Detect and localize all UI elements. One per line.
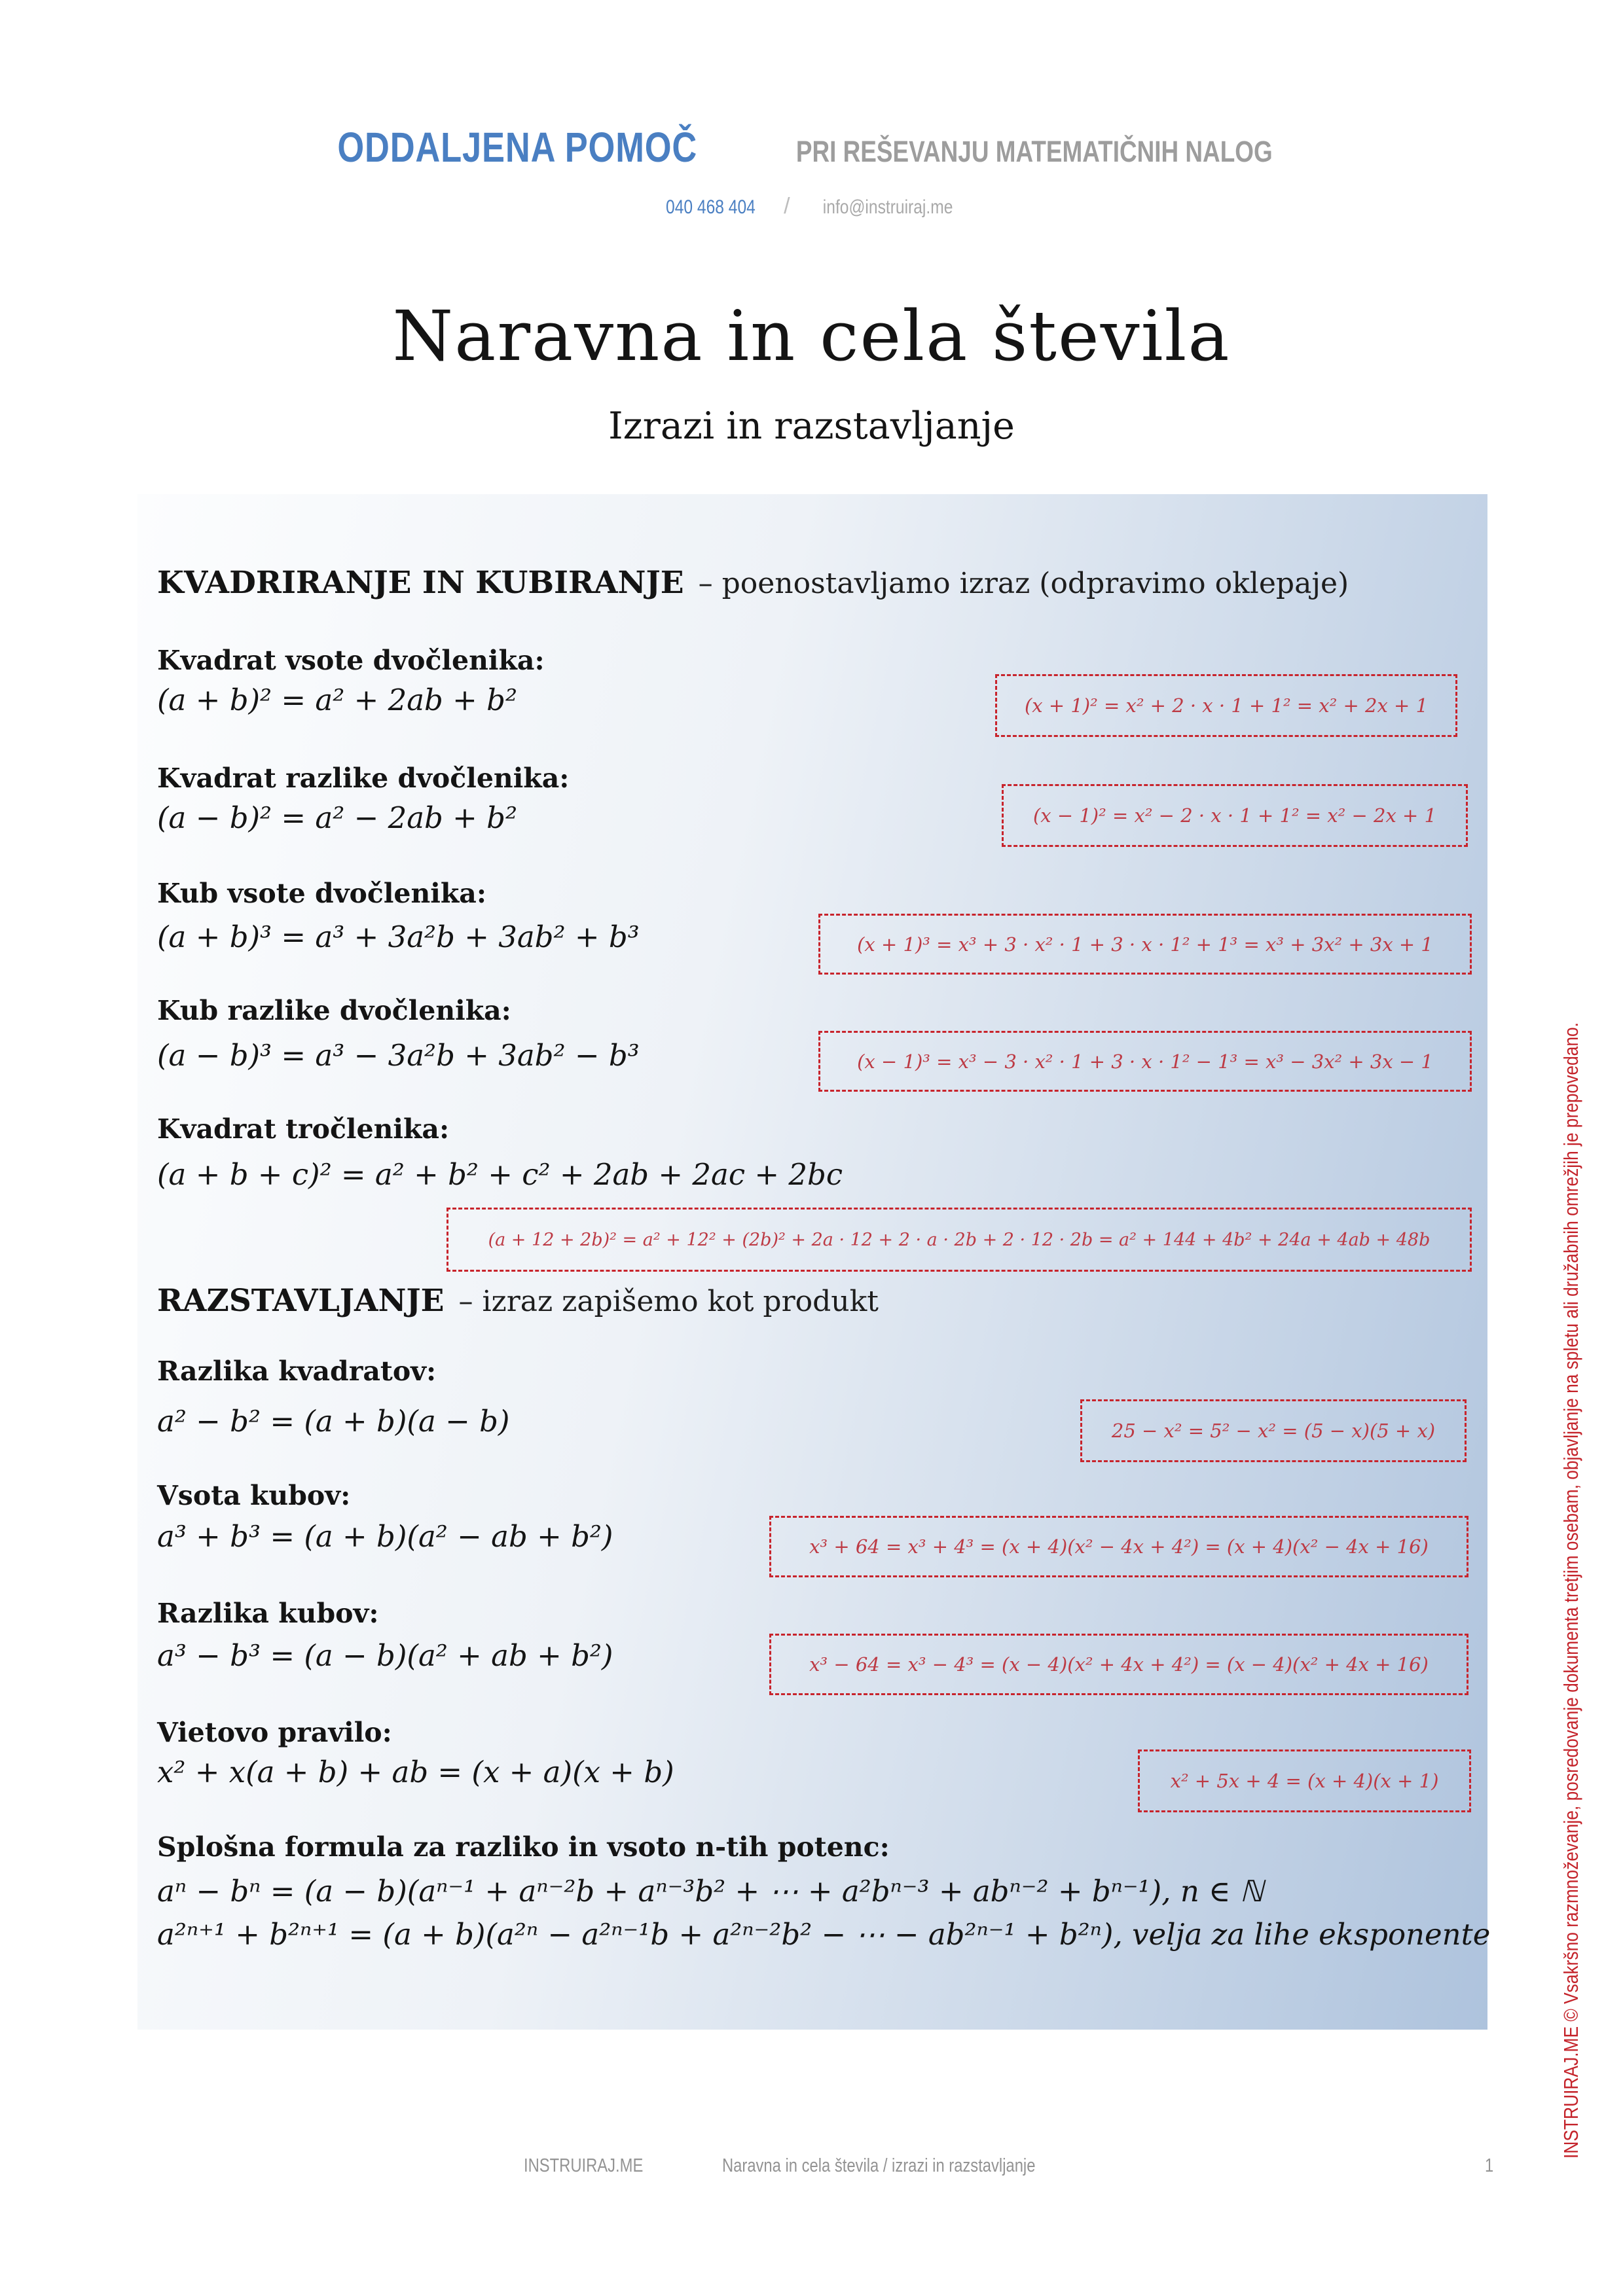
footer-doc-title: [722, 2155, 1104, 2177]
footer-brand: [524, 2155, 669, 2177]
email-address: info@instruiraj.me: [822, 196, 953, 218]
footer-page-number: [1485, 2155, 1495, 2177]
rule-label-kvadrat-troclenika: Kvadrat tročlenika:: [157, 1113, 450, 1145]
rule-formula-splosna-vsota-potenc: a²ⁿ⁺¹ + b²ⁿ⁺¹ = (a + b)(a²ⁿ − a²ⁿ⁻¹b + a²ⁿ⁻²b² − ⋯ − ab²ⁿ⁻¹ + b²ⁿ), velja za lihe eksponente: [157, 1917, 1491, 1952]
rule-formula-kvadrat-vsote: (a + b)² = a² + 2ab + b²: [157, 683, 518, 717]
example-text-kvadrat-troclenika: (a + 12 + 2b)² = a² + 12² + (2b)² + 2a · 12 + 2 · a · 2b + 2 · 12 · 2b = a² + 144 + 4b² + 24a + 4ab + 48b: [488, 1229, 1431, 1250]
rule-label-kvadrat-razlike: Kvadrat razlike dvočlenika:: [157, 762, 570, 794]
example-box-kvadrat-razlike: [1002, 784, 1468, 847]
rule-formula-kub-razlike: (a − b)³ = a³ − 3a²b + 3ab² − b³: [157, 1038, 640, 1073]
example-box-vietovo-pravilo: [1138, 1749, 1471, 1812]
side-copyright-text: INSTRUIRAJ.ME © Vsakršno razmnoževanje, posredovanje dokumenta tretjim osebam, objavljanje na spletu ali družabnih omrežjih je prepovedano.: [1559, 1022, 1582, 2159]
rule-label-kub-vsote: Kub vsote dvočlenika:: [157, 878, 486, 909]
document-subtitle: Izrazi in razstavljanje: [608, 404, 1015, 448]
section-heading-razstavljanje: [157, 1283, 879, 1319]
example-box-kub-vsote: [818, 914, 1472, 975]
example-text-kvadrat-razlike: (x − 1)² = x² − 2 · x · 1 + 1² = x² − 2x + 1: [1032, 804, 1437, 827]
brand-tagline: PRI REŠEVANJU MATEMATIČNIH NALOG: [796, 135, 1273, 168]
example-text-kub-vsote: (x + 1)³ = x³ + 3 · x² · 1 + 3 · x · 1² + 1³ = x³ + 3x² + 3x + 1: [857, 933, 1433, 956]
rule-formula-kvadrat-troclenika: (a + b + c)² = a² + b² + c² + 2ab + 2ac + 2bc: [157, 1157, 843, 1192]
rule-label-splosna-formula: Splošna formula za razliko in vsoto n-tih potenc:: [157, 1831, 890, 1863]
rule-label-kub-razlike: Kub razlike dvočlenika:: [157, 995, 511, 1026]
document-title: Naravna in cela števila: [392, 296, 1231, 376]
rule-label-razlika-kubov: Razlika kubov:: [157, 1598, 379, 1629]
section-heading-kvadriranje-rest: – poenostavljamo izraz (odpravimo oklepaje): [698, 567, 1349, 600]
formula-panel: [137, 494, 1491, 2030]
contact-separator-slash: /: [784, 194, 790, 219]
rule-formula-vietovo-pravilo: x² + x(a + b) + ab = (x + a)(x + b): [157, 1755, 674, 1789]
example-text-razlika-kubov: x³ − 64 = x³ − 4³ = (x − 4)(x² + 4x + 4²) = (x − 4)(x² + 4x + 16): [809, 1653, 1429, 1676]
rule-formula-splosna-razlika-potenc: aⁿ − bⁿ = (a − b)(aⁿ⁻¹ + aⁿ⁻²b + aⁿ⁻³b² + ⋯ + a²bⁿ⁻³ + abⁿ⁻² + bⁿ⁻¹), n ∈ ℕ: [157, 1874, 1264, 1909]
rule-formula-razlika-kubov: a³ − b³ = (a − b)(a² + ab + b²): [157, 1638, 613, 1673]
section-heading-kvadriranje: [157, 565, 1349, 601]
rule-formula-vsota-kubov: a³ + b³ = (a + b)(a² − ab + b²): [157, 1519, 613, 1554]
example-text-vietovo-pravilo: x² + 5x + 4 = (x + 4)(x + 1): [1170, 1770, 1439, 1792]
rule-label-razlika-kvadratov: Razlika kvadratov:: [157, 1355, 437, 1387]
rule-formula-razlika-kvadratov: a² − b² = (a + b)(a − b): [157, 1404, 510, 1439]
contact-line: [0, 194, 1623, 219]
phone-number: 040 468 404: [665, 196, 756, 218]
rule-formula-kvadrat-razlike: (a − b)² = a² − 2ab + b²: [157, 800, 518, 835]
rule-label-kvadrat-vsote: Kvadrat vsote dvočlenika:: [157, 645, 545, 676]
example-text-vsota-kubov: x³ + 64 = x³ + 4³ = (x + 4)(x² − 4x + 4²) = (x + 4)(x² − 4x + 16): [809, 1535, 1429, 1558]
example-text-razlika-kvadratov: 25 − x² = 5² − x² = (5 − x)(5 + x): [1111, 1420, 1436, 1442]
example-box-razlika-kubov: [769, 1634, 1468, 1695]
example-box-vsota-kubov: [769, 1516, 1468, 1577]
masthead: [0, 123, 1623, 171]
footer-brand-text: INSTRUIRAJ.ME: [524, 2155, 644, 2176]
example-text-kub-razlike: (x − 1)³ = x³ − 3 · x² · 1 + 3 · x · 1² − 1³ = x³ − 3x² + 3x − 1: [857, 1050, 1433, 1073]
example-box-kub-razlike: [818, 1031, 1472, 1092]
rule-formula-kub-vsote: (a + b)³ = a³ + 3a²b + 3ab² + b³: [157, 920, 640, 954]
section-heading-razstavljanje-rest: – izraz zapišemo kot produkt: [458, 1285, 879, 1318]
section-heading-kvadriranje-bold: KVADRIRANJE IN KUBIRANJE: [157, 565, 684, 601]
example-box-razlika-kvadratov: [1080, 1399, 1467, 1462]
example-box-kvadrat-troclenika: [447, 1208, 1472, 1272]
example-text-kvadrat-vsote: (x + 1)² = x² + 2 · x · 1 + 1² = x² + 2x + 1: [1024, 694, 1429, 717]
brand-logo-text: ODDALJENA POMOČ: [337, 124, 698, 171]
example-box-kvadrat-vsote: [995, 674, 1457, 737]
rule-label-vsota-kubov: Vsota kubov:: [157, 1480, 351, 1511]
footer-doc-title-text: Naravna in cela števila / izrazi in razstavljanje: [722, 2155, 1036, 2176]
section-heading-razstavljanje-bold: RAZSTAVLJANJE: [157, 1283, 445, 1319]
footer-page-number-text: 1: [1485, 2155, 1494, 2176]
rule-label-vietovo-pravilo: Vietovo pravilo:: [157, 1717, 392, 1748]
